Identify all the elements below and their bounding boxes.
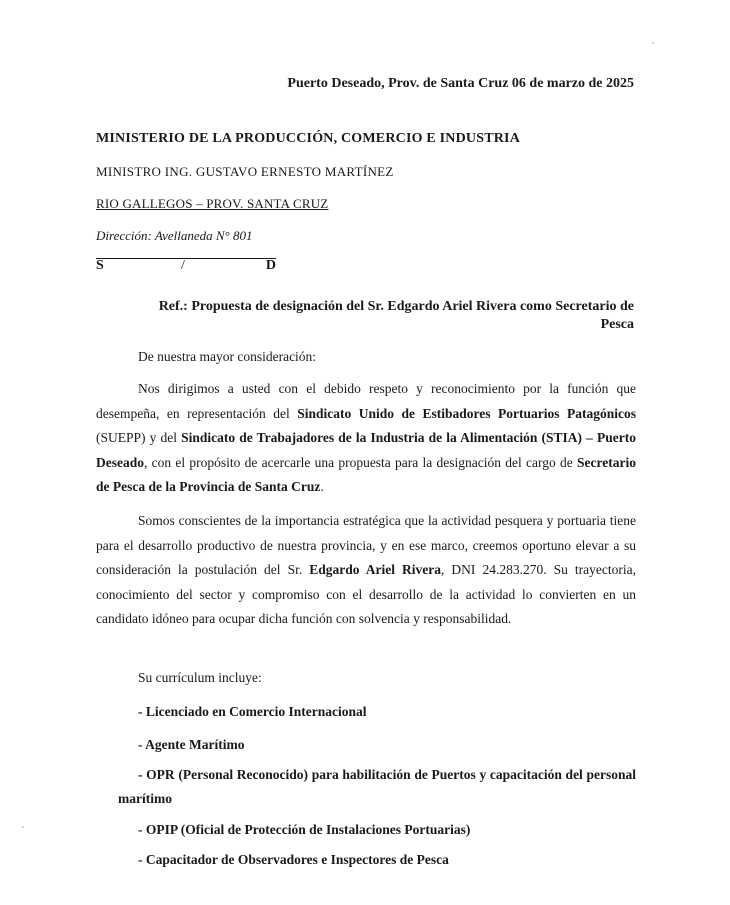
greeting: De nuestra mayor consideración: xyxy=(138,349,317,364)
sd-d: D xyxy=(265,258,276,273)
p1-text-2: (SUEPP) y del xyxy=(96,430,182,445)
curriculum-item: - Capacitador de Observadores e Inspectores de Pesca xyxy=(138,852,449,867)
reference-line: Ref.: Propuesta de designación del Sr. Edgardo Ariel Rivera como Secretario de Pesca xyxy=(158,299,634,332)
sd-slash: / xyxy=(181,258,185,273)
sd-line xyxy=(96,258,276,273)
curriculum-item: - OPR (Personal Reconocido) para habilitación de Puertos y capacitación del personal marítimo xyxy=(118,767,636,806)
p1-text-3: , con el propósito de acercarle una propuesta para la designación del cargo de xyxy=(144,454,578,470)
sd-s: S xyxy=(96,258,104,273)
p2-text-2: , DNI 24.283.270. Su trayectoria, conocimiento del sector y compromiso con el desarrollo de la actividad lo convierten en un candidato idóneo para ocupar dicha función con solvencia y responsabilidad. xyxy=(96,562,636,626)
curriculum-item: - Licenciado en Comercio Internacional xyxy=(138,704,367,719)
p1-text-4: . xyxy=(320,479,324,494)
scan-speck xyxy=(652,42,654,44)
scan-speck xyxy=(22,826,24,828)
paragraph-candidate xyxy=(96,509,636,632)
ministry-name: MINISTERIO DE LA PRODUCCIÓN, COMERCIO E INDUSTRIA xyxy=(96,131,521,146)
curriculum-item: - OPIP (Oficial de Protección de Instalaciones Portuarias) xyxy=(138,822,471,837)
address-line: Dirección: Avellaneda N° 801 xyxy=(96,228,253,243)
paragraph-intro xyxy=(96,377,636,500)
curriculum-intro: Su currículum incluye: xyxy=(138,670,262,685)
curriculum-item: - Agente Marítimo xyxy=(138,737,245,752)
date-line: Puerto Deseado, Prov. de Santa Cruz 06 de marzo de 2025 xyxy=(287,76,634,91)
p1-suepp-name: Sindicato Unido de Estibadores Portuarios Patagónicos xyxy=(297,405,637,421)
p2-text-1: Somos conscientes de la importancia estratégica que la actividad pesquera y portuaria tiene para el desarrollo productivo de nuestra provincia, y en ese marco, creemos oportuno elevar a su consideración la postulación del Sr. xyxy=(96,513,636,577)
city-line: RIO GALLEGOS – PROV. SANTA CRUZ xyxy=(96,196,329,211)
p1-stia-name: Sindicato de Trabajadores de la Industria de la Alimentación (STIA) – Puerto Deseado xyxy=(96,430,636,470)
minister-name: MINISTRO ING. GUSTAVO ERNESTO MARTÍNEZ xyxy=(96,164,394,179)
p1-text-1: Nos dirigimos a usted con el debido respeto y reconocimiento por la función que desempeña, en representación del xyxy=(96,381,636,421)
p2-candidate-name: Edgardo Ariel Rivera xyxy=(309,562,442,577)
p1-position-name: Secretario de Pesca de la Provincia de Santa Cruz xyxy=(96,454,636,494)
